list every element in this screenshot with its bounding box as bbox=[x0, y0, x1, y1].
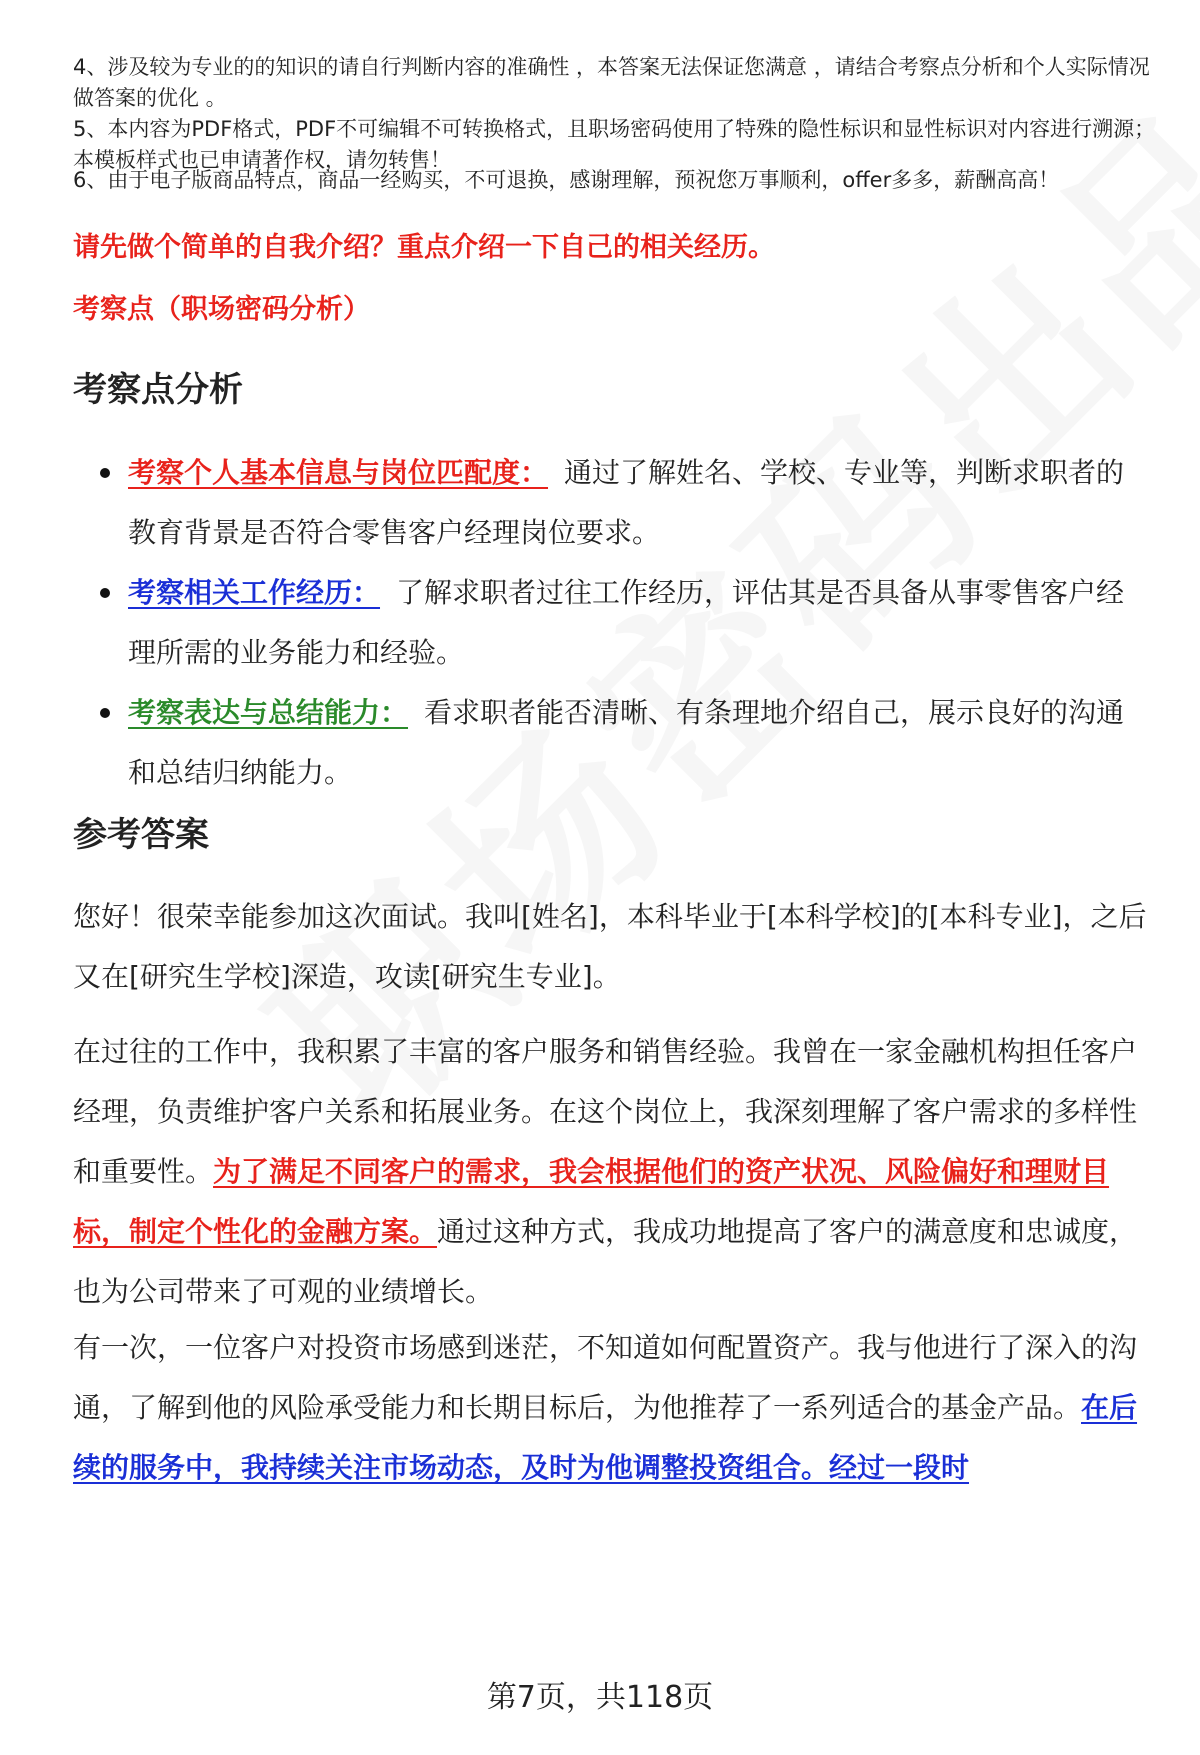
bullet-keyword: 考察相关工作经历： bbox=[128, 576, 381, 609]
bullet-text: 通过了解姓名、学校、专业等，判断求职者的教育背景是否符合零售客户经理岗位要求。 bbox=[128, 456, 1125, 549]
bullet-text: 看求职者能否清晰、有条理地介绍自己，展示良好的沟通和总结归纳能力。 bbox=[128, 696, 1125, 789]
notice-item: 4、涉及较为专业的的知识的请自行判断内容的准确性 ，本答案无法保证您满意 ，请结合考察点分析和个人实际情况做答案的优化 。 bbox=[73, 55, 1150, 110]
answer-text: 通过这种方式，我成功地提高了客户的满意度和忠诚度，也为公司带来了可观的业绩增长。 bbox=[73, 1215, 1138, 1308]
analysis-bullet bbox=[100, 683, 1150, 803]
bullet-keyword: 考察个人基本信息与岗位匹配度： bbox=[128, 456, 549, 489]
answer-text: 在过往的工作中，我积累了丰富的客户服务和销售经验。我曾在一家金融机构担任客户经理，负责维护客户关系和拓展业务。在这个岗位上，我深刻理解了客户需求的多样性和重要性。 bbox=[73, 1035, 1138, 1188]
bullet-dot bbox=[100, 708, 110, 718]
answer-paragraph bbox=[73, 1022, 1148, 1322]
bullet-keyword: 考察表达与总结能力： bbox=[128, 696, 409, 729]
notice-item: 5、本内容为PDF格式，PDF不可编辑不可转换格式，且职场密码使用了特殊的隐性标识和显性标识对内容进行溯源；本模板样式也已申请著作权，请勿转售！ bbox=[73, 117, 1156, 172]
bullet-dot bbox=[100, 588, 110, 598]
bullet-dot bbox=[100, 468, 110, 478]
interview-question: 请先做个简单的自我介绍？重点介绍一下自己的相关经历。 bbox=[73, 232, 775, 263]
page-number: 第7页，共118页 bbox=[486, 1680, 714, 1715]
analysis-bullet bbox=[100, 443, 1150, 563]
answer-paragraph: 您好！很荣幸能参加这次面试。我叫[姓名]，本科毕业于[本科学校]的[本科专业]，之后又在[研究生学校]深造，攻读[研究生专业]。 bbox=[73, 900, 1147, 993]
analysis-bullet bbox=[100, 563, 1150, 683]
exam-point-label: 考察点（职场密码分析） bbox=[73, 294, 370, 325]
notice-item: 6、由于电子版商品特点，商品一经购买，不可退换，感谢理解，预祝您万事顺利，offer多多，薪酬高高！ bbox=[73, 168, 1060, 192]
answer-title: 参考答案 bbox=[73, 815, 209, 855]
bullet-text: 了解求职者过往工作经历，评估其是否具备从事零售客户经理所需的业务能力和经验。 bbox=[128, 576, 1125, 669]
answer-highlight: 在后续的服务中，我持续关注市场动态，及时为他调整投资组合。经过一段时 bbox=[73, 1391, 1138, 1484]
answer-paragraph bbox=[73, 1318, 1148, 1498]
analysis-title: 考察点分析 bbox=[73, 370, 243, 410]
answer-highlight: 为了满足不同客户的需求，我会根据他们的资产状况、风险偏好和理财目标，制定个性化的金融方案。 bbox=[73, 1155, 1110, 1248]
answer-text: 有一次，一位客户对投资市场感到迷茫，不知道如何配置资产。我与他进行了深入的沟通，了解到他的风险承受能力和长期目标后，为他推荐了一系列适合的基金产品。 bbox=[73, 1331, 1138, 1424]
